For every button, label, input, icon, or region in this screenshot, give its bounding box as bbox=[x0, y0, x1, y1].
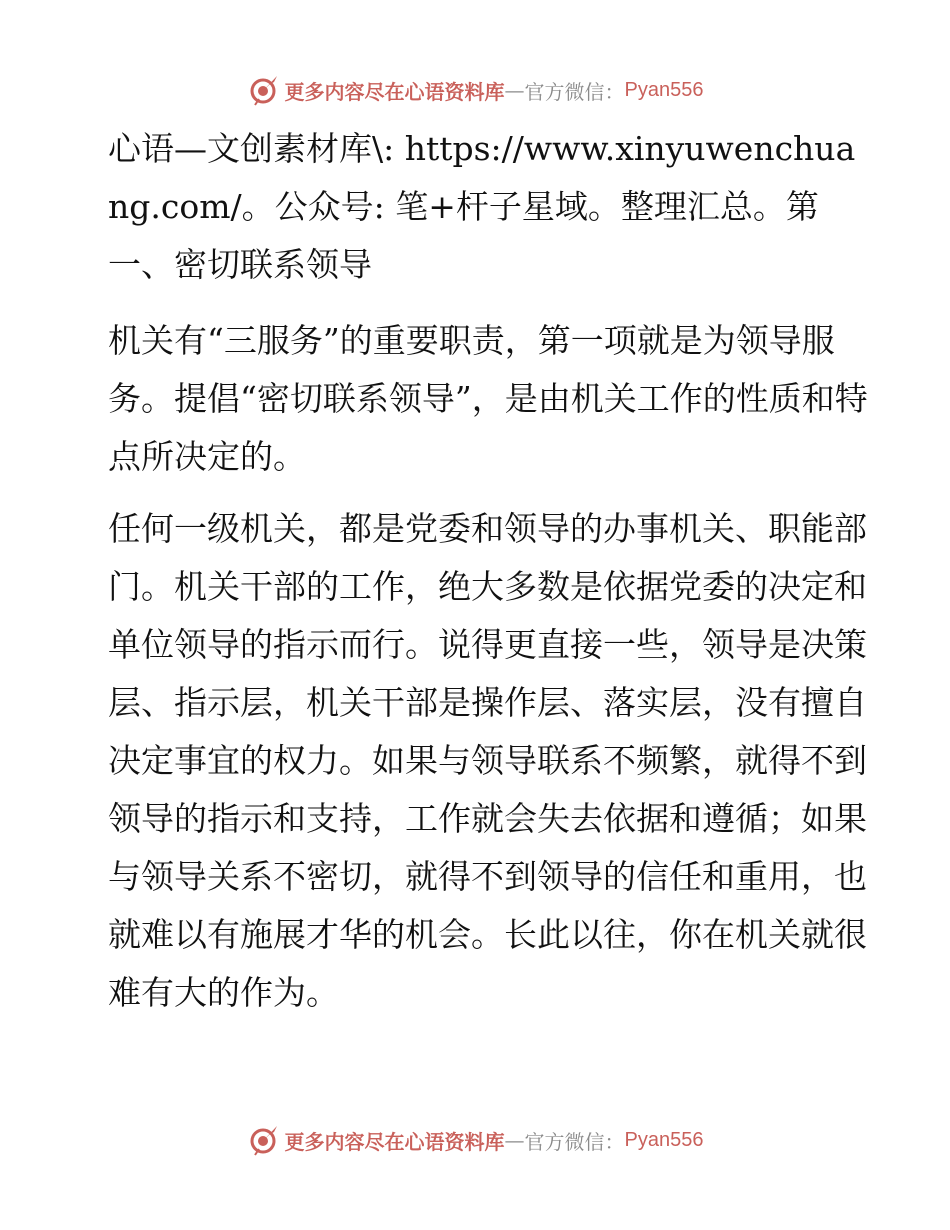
promo-text: 更多内容尽在心语资料库 bbox=[284, 1129, 505, 1154]
header-promo-banner bbox=[0, 72, 950, 108]
quill-logo-icon bbox=[247, 73, 281, 107]
wechat-id: Pyan556 bbox=[624, 1128, 704, 1151]
wechat-id: Pyan556 bbox=[624, 78, 704, 101]
paragraph-source-intro: 心语—文创素材库\: https://www.xinyuwenchuang.com/。公众号: 笔+杆子星域。整理汇总。第一、密切联系领导 bbox=[108, 129, 856, 284]
promo-dash: — bbox=[504, 78, 525, 102]
wechat-label: 官方微信： bbox=[524, 1129, 625, 1154]
promo-dash: — bbox=[504, 1128, 525, 1152]
footer-promo-banner bbox=[0, 1122, 950, 1158]
wechat-label: 官方微信： bbox=[524, 79, 625, 104]
promo-text: 更多内容尽在心语资料库 bbox=[284, 79, 505, 104]
quill-logo-icon bbox=[247, 1123, 281, 1157]
paragraph-three-services: 机关有“三服务”的重要职责，第一项就是为领导服务。提倡“密切联系领导”，是由机关工作的性质和特点所决定的。 bbox=[108, 321, 868, 476]
paragraph-agency-work: 任何一级机关，都是党委和领导的办事机关、职能部门。机关干部的工作，绝大多数是依据党委的决定和单位领导的指示而行。说得更直接一些，领导是决策层、指示层，机关干部是操作层、落实层，没有擅自决定事宜的权力。如果与领导联系不频繁，就得不到领导的指示和支持，工作就会失去依据和遵循；如果与领导关系不密切，就得不到领导的信任和重用，也就难以有施展才华的机会。长此以往，你在机关就很难有大的作为。 bbox=[108, 509, 867, 1012]
